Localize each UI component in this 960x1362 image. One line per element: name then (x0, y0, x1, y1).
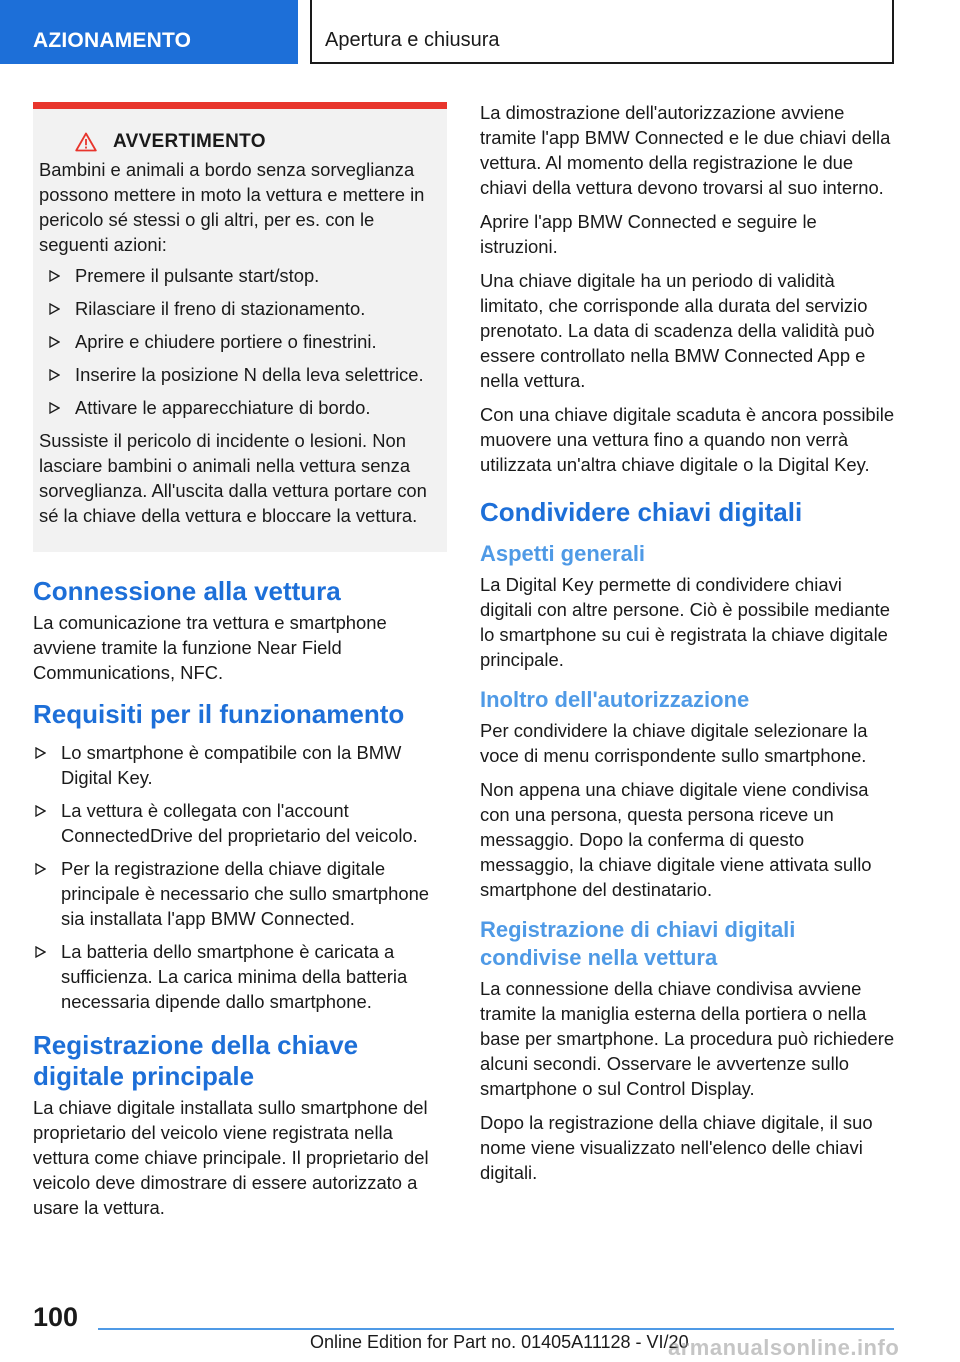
triangle-bullet-icon (49, 402, 60, 414)
heading-share: Condividere chiavi digitali (480, 497, 803, 527)
section-tab (0, 0, 298, 64)
triangle-bullet-icon (35, 946, 46, 958)
heading-registration: Registrazione della chiave digitale principale (33, 1030, 359, 1091)
heading-requirements: Requisiti per il funzionamento (33, 699, 405, 729)
forward-text-1: Per condividere la chiave digitale selezionare la voce di menu corrispondente sullo smartphone. (480, 720, 868, 766)
edition-text: Online Edition for Part no. 01405A11128 - VI/20 (310, 1332, 689, 1352)
footer-line (98, 1328, 894, 1330)
right-column (480, 100, 896, 1194)
registration-text: La chiave digitale installata sullo smartphone del proprietario del veicolo viene registrata nella vettura come chiave principale. Il proprietario del veicolo deve dimostrare di essere autorizzato a usare la vettura. (33, 1097, 429, 1218)
warning-title: AVVERTIMENTO (113, 131, 266, 152)
header-right-border (892, 0, 894, 64)
paragraph: Aprire l'app BMW Connected e seguire le istruzioni. (480, 211, 817, 257)
heading-connection: Connessione alla vettura (33, 576, 341, 606)
list-item: Attivare le apparecchiature di bordo. (39, 395, 435, 420)
list-item: Lo smartphone è compatibile con la BMW Digital Key. (33, 740, 447, 790)
header-separator (310, 0, 312, 64)
requirements-list (33, 740, 447, 1014)
list-item: La batteria dello smartphone è caricata a sufficienza. La carica minima della batteria necessaria dipende dallo smartphone. (33, 939, 447, 1014)
list-item: Inserire la posizione N della leva selettrice. (39, 362, 435, 387)
paragraph: Con una chiave digitale scaduta è ancora possibile muovere una vettura fino a quando non verrà utilizzata un'altra chiave digitale o la Digital Key. (480, 404, 895, 475)
paragraph: Una chiave digitale ha un periodo di validità limitato, che corrisponde alla durata del servizio prenotato. La data di scadenza della validità può essere controllato nella BMW Connected App e nella vettura. (480, 270, 875, 391)
warning-intro: Bambini e animali a bordo senza sorveglianza possono mettere in moto la vettura e mettere in pericolo sé stessi o gli altri, per es. con le seguenti azioni: (39, 159, 425, 255)
triangle-bullet-icon (35, 863, 46, 875)
page-number: 100 (33, 1302, 79, 1332)
heading-shared-registration: Registrazione di chiavi digitali condivise nella vettura (480, 917, 796, 970)
list-item: Aprire e chiudere portiere o finestrini. (39, 329, 435, 354)
paragraph: La dimostrazione dell'autorizzazione avviene tramite l'app BMW Connected e le due chiavi della vettura. Al momento della registrazione le due chiavi della vettura devono trovarsi al suo interno. (480, 102, 891, 198)
forward-text-2: Non appena una chiave digitale viene condivisa con una persona, questa persona riceve un messaggio. Dopo la conferma di questo messaggio, la chiave digitale viene attivata sullo smartphone del destinatario. (480, 779, 872, 900)
shared-registration-text-1: La connessione della chiave condivisa avviene tramite la maniglia esterna della portiera o nella base per smartphone. La procedura può richiedere alcuni secondi. Osservare le avvertenze sullo smartphone o sul Control Display. (480, 978, 895, 1099)
list-item: Premere il pulsante start/stop. (39, 263, 435, 288)
list-item: Rilasciare il freno di stazionamento. (39, 296, 435, 321)
warning-triangle-icon (75, 132, 97, 152)
triangle-bullet-icon (49, 270, 60, 282)
heading-general: Aspetti generali (480, 541, 646, 566)
header-underline (310, 62, 894, 64)
triangle-bullet-icon (35, 747, 46, 759)
section-label: AZIONAMENTO (33, 29, 192, 52)
list-item: La vettura è collegata con l'account ConnectedDrive del proprietario del veicolo. (33, 798, 447, 848)
triangle-bullet-icon (49, 303, 60, 315)
warning-header (75, 131, 435, 153)
triangle-bullet-icon (49, 336, 60, 348)
warning-list (39, 263, 435, 420)
chapter-title: Apertura e chiusura (325, 29, 500, 51)
warning-box (33, 102, 447, 552)
shared-registration-text-2: Dopo la registrazione della chiave digitale, il suo nome viene visualizzato nell'elenco delle chiavi digitali. (480, 1112, 873, 1183)
general-text: La Digital Key permette di condividere chiavi digitali con altre persone. Ciò è possibile mediante lo smartphone su cui è registrata la chiave digitale principale. (480, 574, 890, 670)
list-item: Per la registrazione della chiave digitale principale è necessario che sullo smartphone sia installata l'app BMW Connected. (33, 856, 447, 931)
watermark-text: armanualsonline.info (668, 1335, 900, 1360)
connection-text: La comunicazione tra vettura e smartphone avviene tramite la funzione Near Field Communications, NFC. (33, 612, 387, 683)
heading-forward: Inoltro dell'autorizzazione (480, 687, 750, 712)
triangle-bullet-icon (35, 805, 46, 817)
warning-outro: Sussiste il pericolo di incidente o lesioni. Non lasciare bambini o animali nella vettura senza sorveglianza. All'uscita dalla vettura portare con sé la chiave della vettura e bloccare la vettura. (39, 430, 427, 526)
left-column (33, 102, 447, 1229)
triangle-bullet-icon (49, 369, 60, 381)
